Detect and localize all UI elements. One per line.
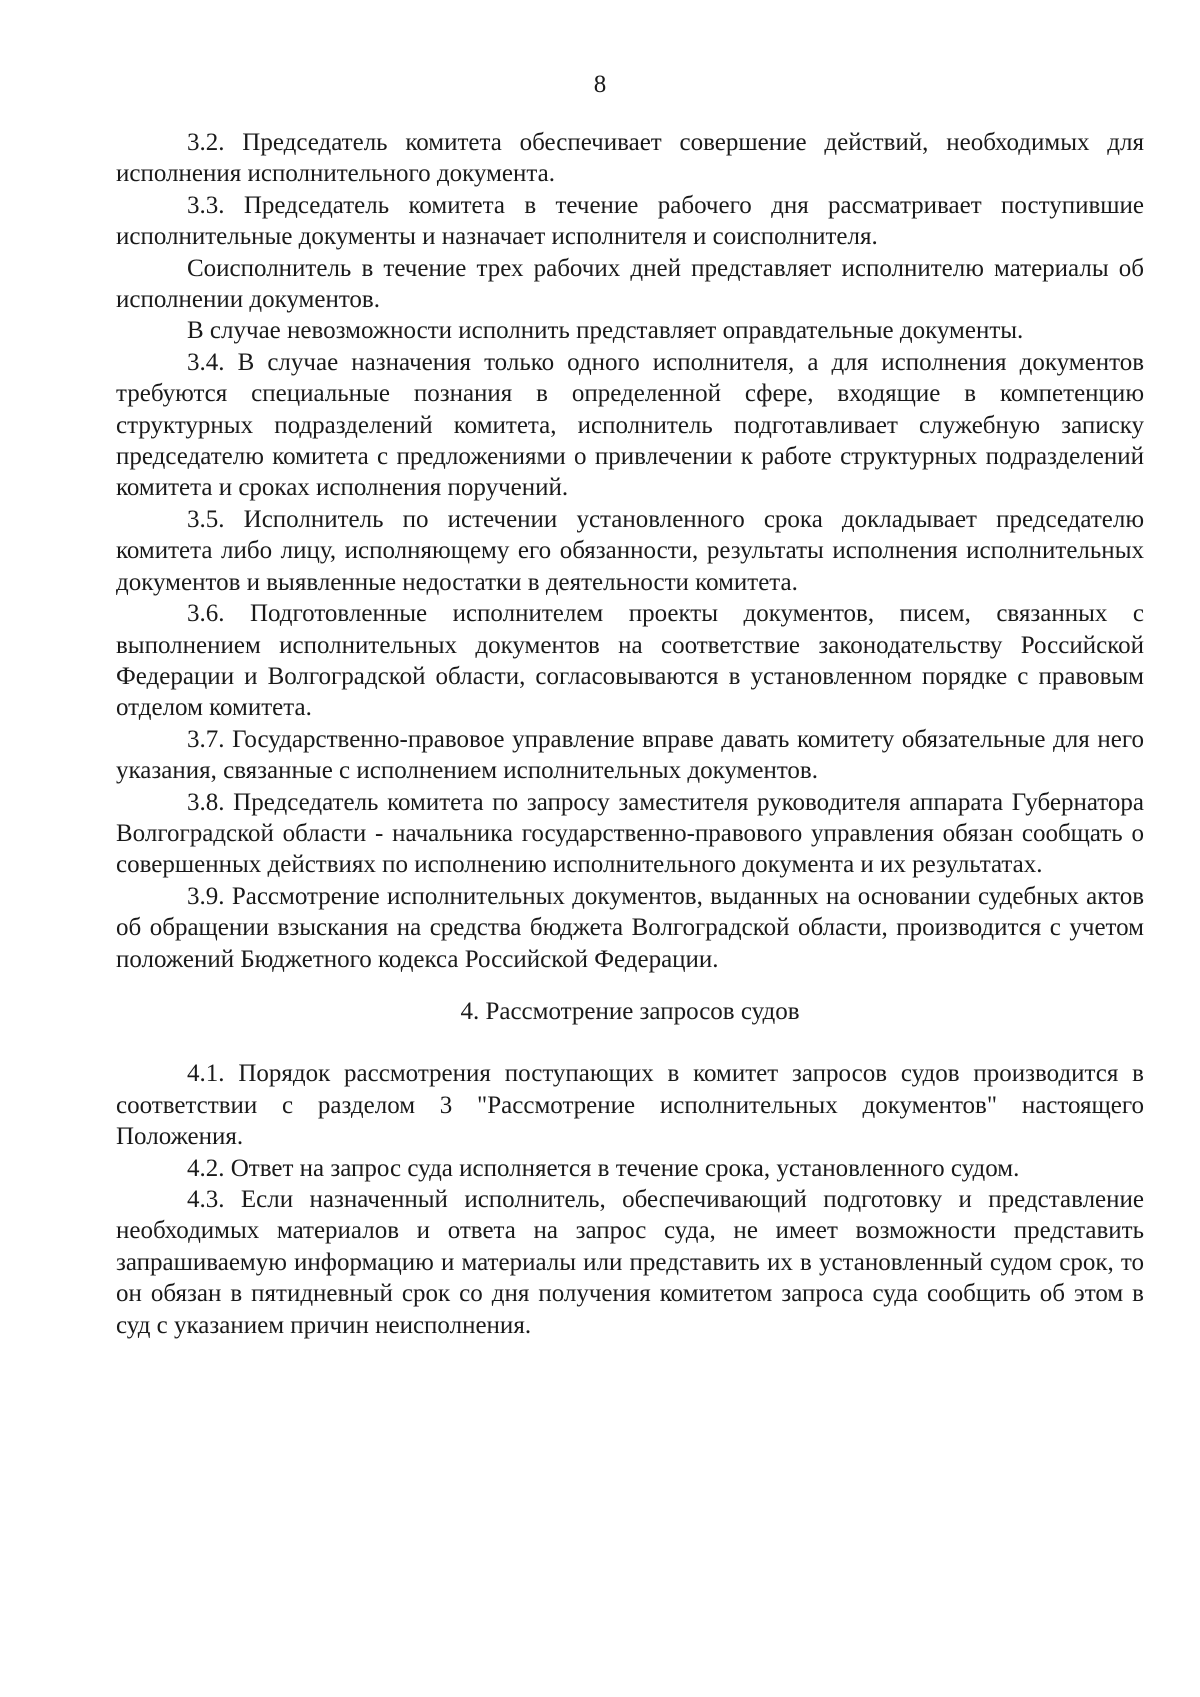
section-4-heading: 4. Рассмотрение запросов судов: [460, 997, 800, 1025]
paragraph-4-3: 4.3. Если назначенный исполнитель, обеспечивающий подготовку и представление необходимых материалов и ответа на запрос суда, не имеет возможности представить запрашиваемую информацию и материалы или представить их в установленный судом срок, то он обязан в пятидневный срок со дня получения комитетом запроса суда сообщить об этом в суд с указанием причин неисполнения.: [116, 1186, 1144, 1339]
paragraph-3-3-coexecutor: Соисполнитель в течение трех рабочих дней представляет исполнителю материалы об исполнении документов.: [116, 254, 1144, 314]
paragraph-3-9: 3.9. Рассмотрение исполнительных документов, выданных на основании судебных актов об обращении взыскания на средства бюджета Волгоградской области, производится с учетом положений Бюджетного кодекса Российской Федерации.: [116, 882, 1144, 973]
paragraph-3-5: 3.5. Исполнитель по истечении установленного срока докладывает председателю комитета либо лицу, исполняющему его обязанности, результаты исполнения исполнительных документов и выявленные недостатки в деятельности комитета.: [116, 505, 1144, 596]
document-body: [116, 127, 1144, 1341]
page-number: 8: [593, 71, 607, 98]
paragraph-3-2: 3.2. Председатель комитета обеспечивает совершение действий, необходимых для исполнения исполнительного документа.: [116, 129, 1144, 188]
paragraph-4-2: 4.2. Ответ на запрос суда исполняется в течение срока, установленного судом.: [187, 1154, 1020, 1182]
paragraph-3-4: 3.4. В случае назначения только одного исполнителя, а для исполнения документов требуются специальные познания в определенной сфере, входящие в компетенцию структурных подразделений комитета, исполнитель подготавливает служебную записку председателю комитета с предложениями о привлечении к работе структурных подразделений комитета и сроках исполнения поручений.: [116, 348, 1144, 502]
paragraph-3-3: 3.3. Председатель комитета в течение рабочего дня рассматривает поступившие исполнительные документы и назначает исполнителя и соисполнителя.: [116, 191, 1144, 251]
paragraph-3-6: 3.6. Подготовленные исполнителем проекты документов, писем, связанных с выполнением исполнительных документов на соответствие законодательству Российской Федерации и Волгоградской области, согласовываются в установленном порядке с правовым отделом комитета.: [116, 600, 1144, 722]
paragraph-3-8: 3.8. Председатель комитета по запросу заместителя руководителя аппарата Губернатора Волгоградской области - начальника государственно-правового управления обязан сообщать о совершенных действиях по исполнению исполнительного документа и их результатах.: [116, 788, 1144, 879]
paragraph-4-1: 4.1. Порядок рассмотрения поступающих в комитет запросов судов производится в соответствии с разделом 3 "Рассмотрение исполнительных документов" настоящего Положения.: [116, 1060, 1144, 1151]
paragraph-3-7: 3.7. Государственно-правовое управление вправе давать комитету обязательные для него указания, связанные с исполнением исполнительных документов.: [116, 725, 1144, 785]
paragraph-3-3-impossibility: В случае невозможности исполнить представляет оправдательные документы.: [187, 317, 1024, 345]
